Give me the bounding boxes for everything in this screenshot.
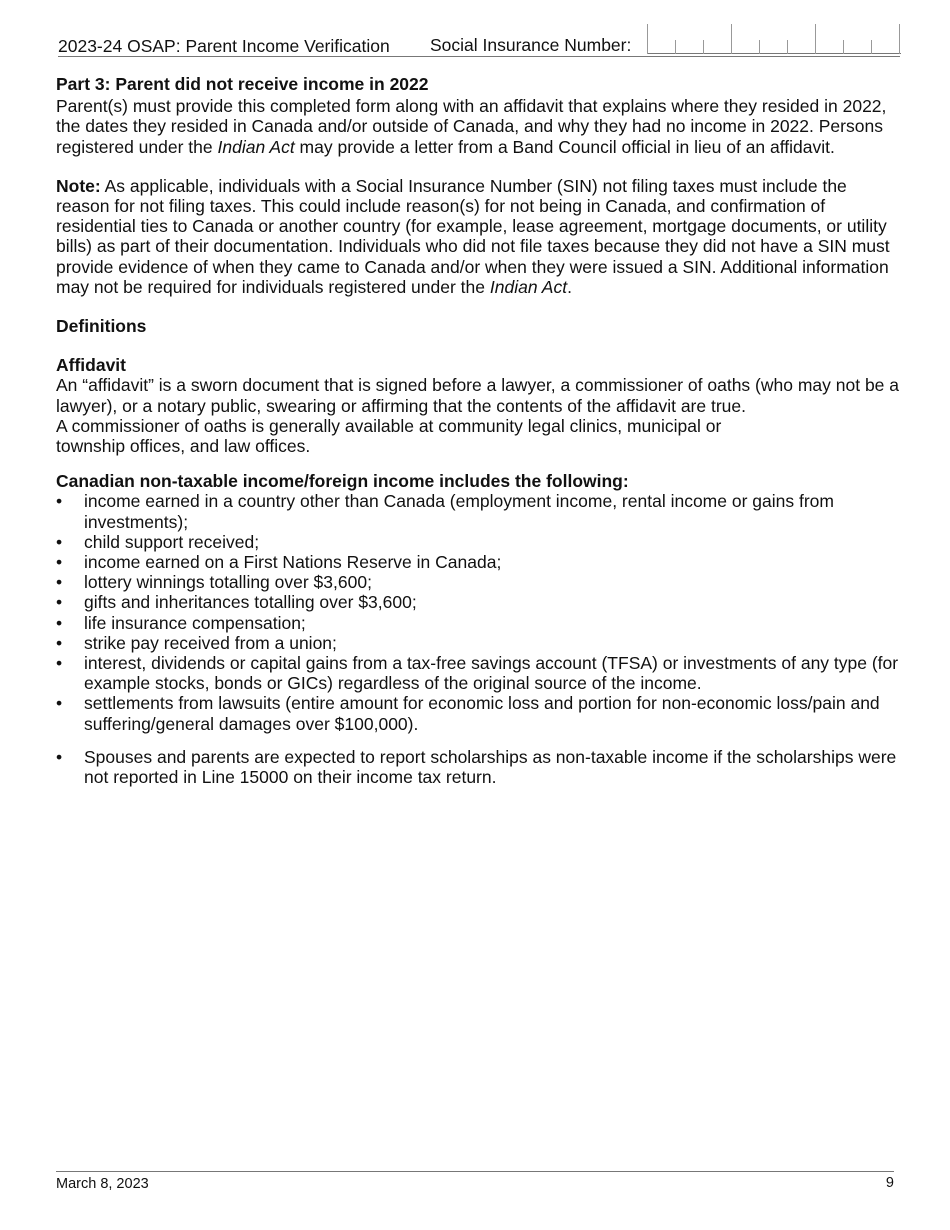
form-title: 2023-24 OSAP: Parent Income Verification <box>58 36 390 56</box>
list-item: • income earned on a First Nations Reserve in Canada; <box>56 552 900 572</box>
list-item: • strike pay received from a union; <box>56 633 900 653</box>
main-content <box>56 74 900 787</box>
income-list <box>56 491 900 733</box>
affidavit-commissioner-line2: township offices, and law offices. <box>56 436 311 457</box>
page-number: 9 <box>885 1175 894 1191</box>
part3-paragraph: Parent(s) must provide this completed form along with an affidavit that explains where they resided in 2022, the dates they resided in Canada and/or outside of Canada, and why they had no income in 2022. Persons registered under the Indian Act may provide a letter from a Band Council official in lieu of an affidavit. <box>56 96 887 157</box>
affidavit-definition: An “affidavit” is a sworn document that is signed before a lawyer, a commissioner of oaths (who may not be a lawyer), or a notary public, swearing or affirming that the contents of the affidavit are true. <box>56 375 900 416</box>
page-header <box>58 24 900 58</box>
list-item: • Spouses and parents are expected to report scholarships as non-taxable income if the scholarships were not reported in Line 15000 on their income tax return. <box>56 747 900 787</box>
footer-divider <box>56 1171 894 1172</box>
sin-input-boxes[interactable] <box>647 24 901 54</box>
list-item: • income earned in a country other than Canada (employment income, rental income or gains from investments); <box>56 491 900 531</box>
list-item: • settlements from lawsuits (entire amount for economic loss and portion for non-economic loss/pain and suffering/general damages over $100,000). <box>56 693 900 733</box>
note-paragraph: Note: As applicable, individuals with a Social Insurance Number (SIN) not filing taxes must include the reason for not filing taxes. This could include reason(s) for not being in Canada, and confirmation of residential ties to Canada or another country (for example, lease agreement, mortgage documents, or utility bills) as part of their documentation. Individuals who did not file taxes because they did not have a SIN must provide evidence of when they came to Canada and/or when they were issued a SIN. Additional information may not be required for individuals registered under the Indian Act. <box>56 175 890 297</box>
part3-heading: Part 3: Parent did not receive income in 2022 <box>56 74 429 94</box>
list-item: • life insurance compensation; <box>56 613 900 633</box>
affidavit-heading: Affidavit <box>56 355 126 376</box>
definitions-heading: Definitions <box>56 316 147 337</box>
header-divider <box>58 56 900 57</box>
list-item: • gifts and inheritances totalling over $3,600; <box>56 592 900 612</box>
scholarship-list <box>56 747 900 787</box>
list-item: • child support received; <box>56 532 900 552</box>
sin-label: Social Insurance Number: <box>430 35 632 55</box>
footer-date: March 8, 2023 <box>56 1176 149 1192</box>
note-label: Note: <box>56 175 101 196</box>
affidavit-commissioner-line1: A commissioner of oaths is generally available at community legal clinics, municipal or <box>56 415 722 436</box>
list-item: • lottery winnings totalling over $3,600; <box>56 572 900 592</box>
income-heading: Canadian non-taxable income/foreign income includes the following: <box>56 471 629 492</box>
list-item: • interest, dividends or capital gains from a tax-free savings account (TFSA) or investments of any type (for example stocks, bonds or GICs) regardless of the original source of the income. <box>56 653 900 693</box>
